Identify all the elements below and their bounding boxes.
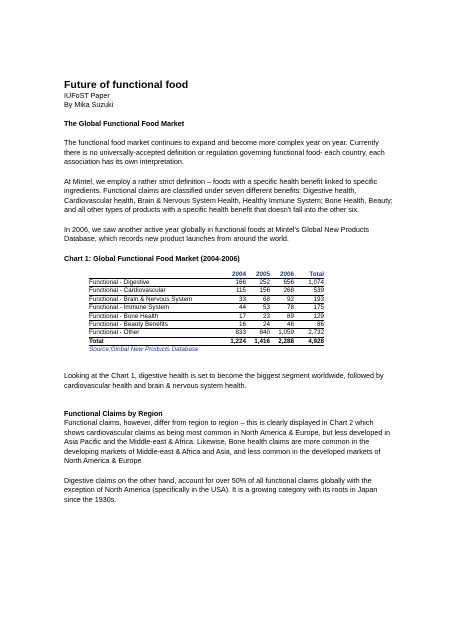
cell-value: 68: [246, 295, 270, 303]
total-value: 4,928: [294, 337, 324, 345]
cell-value: 833: [222, 329, 246, 337]
paragraph-intro: The functional food market continues to expand and become more complex year on year. Currently there is no universally-accepted definition or regulation governing functional food- each country, each association has its own interpretation.: [64, 138, 385, 166]
cell-value: 175: [294, 304, 324, 312]
table-header-row: [89, 271, 324, 279]
cell-value: 89: [270, 312, 294, 320]
table-header-total: Total: [294, 271, 324, 279]
cell-value: 1,059: [270, 329, 294, 337]
cell-value: 1,074: [294, 278, 324, 286]
cell-value: 16: [222, 320, 246, 328]
paragraph-digestive-claims: Digestive claims on the other hand, account for over 50% of all functional claims globally with the exception of North America (specifically in the USA). It is a growing category with its roots in Japan since the 1930s.: [64, 475, 378, 504]
row-label: Functional - Brain & Nervous System: [89, 295, 222, 303]
cell-value: 2,732: [294, 329, 324, 337]
row-label: Functional - Digestive: [89, 278, 222, 286]
paragraph-2006: In 2006, we saw another active year globally in functional foods at Mintel's Global New Products Database, which records new product launches from around the world.: [64, 224, 370, 243]
table-total-row: [89, 337, 324, 345]
chart-title: Chart 1: Global Functional Food Market (2004-2006): [64, 253, 240, 263]
document-author: By Mika Suzuki: [64, 100, 114, 109]
section-heading-region: Functional Claims by Region: [64, 409, 163, 419]
cell-value: 44: [222, 304, 246, 312]
section-heading-market: The Global Functional Food Market: [64, 119, 185, 128]
total-label: Total: [89, 337, 222, 345]
cell-value: 115: [222, 287, 246, 295]
table-row: [89, 287, 324, 295]
document-title: Future of functional food: [64, 79, 189, 91]
paragraph-definition: At Mintel, we employ a rather strict definition – foods with a specific health benefit linked to specific ingredients. Functional claims are classified under seven different benefits: Digestive health, Cardiovascular health, Brain & Nervous System Health, Healthy Immune System; Bone Health, Beauty; and all other types of products with a specific health benefit that doesn't fall into the other six.: [64, 176, 393, 214]
table-source-note: Source:Global New Products Database: [89, 346, 199, 354]
row-label: Functional - Beauty Benefits: [89, 320, 222, 328]
table-row: [89, 312, 324, 320]
document-subtitle: IUFoST Paper: [64, 91, 110, 100]
paragraph-chart-summary: Looking at the Chart 1, digestive health is set to become the biggest segment worldwide, followed by cardiovascular health and brain & nervous system health.: [64, 371, 384, 390]
cell-value: 78: [270, 304, 294, 312]
cell-value: 156: [246, 287, 270, 295]
row-label: Functional - Immune System: [89, 304, 222, 312]
cell-value: 86: [294, 320, 324, 328]
total-value: 2,288: [270, 337, 294, 345]
cell-value: 656: [270, 278, 294, 286]
cell-value: 539: [294, 287, 324, 295]
document-page: [64, 79, 394, 504]
cell-value: 46: [270, 320, 294, 328]
table-header-2006: 2006: [270, 271, 294, 279]
table-header-2005: 2005: [246, 271, 270, 279]
cell-value: 129: [294, 312, 324, 320]
cell-value: 166: [222, 278, 246, 286]
row-label: Functional - Other: [89, 329, 222, 337]
cell-value: 53: [246, 304, 270, 312]
total-value: 1,416: [246, 337, 270, 345]
table-header-blank: [89, 271, 222, 279]
cell-value: 193: [294, 295, 324, 303]
table-row: [89, 329, 324, 337]
functional-food-table: [89, 271, 324, 347]
cell-value: 33: [222, 295, 246, 303]
cell-value: 840: [246, 329, 270, 337]
cell-value: 23: [246, 312, 270, 320]
cell-value: 17: [222, 312, 246, 320]
table-header-2004: 2004: [222, 271, 246, 279]
cell-value: 24: [246, 320, 270, 328]
cell-value: 92: [270, 295, 294, 303]
paragraph-region-claims: Functional claims, however, differ from region to region – this is clearly displayed in Chart 2 which shows cardiovascular claims as being most common in North America & Europe, but less developed in Asia Pacific and the Middle-east & Africa. Likewise, Bone health claims are more common in the developing markets of Middle-east & Africa and Asia, and less common in the developed markets of North America & Europe: [64, 418, 390, 466]
table-row: [89, 320, 324, 328]
row-label: Functional - Cardiovascular: [89, 287, 222, 295]
cell-value: 252: [246, 278, 270, 286]
table-row: [89, 278, 324, 286]
cell-value: 268: [270, 287, 294, 295]
table-row: [89, 295, 324, 303]
row-label: Functional - Bone Health: [89, 312, 222, 320]
total-value: 1,224: [222, 337, 246, 345]
table-row: [89, 304, 324, 312]
